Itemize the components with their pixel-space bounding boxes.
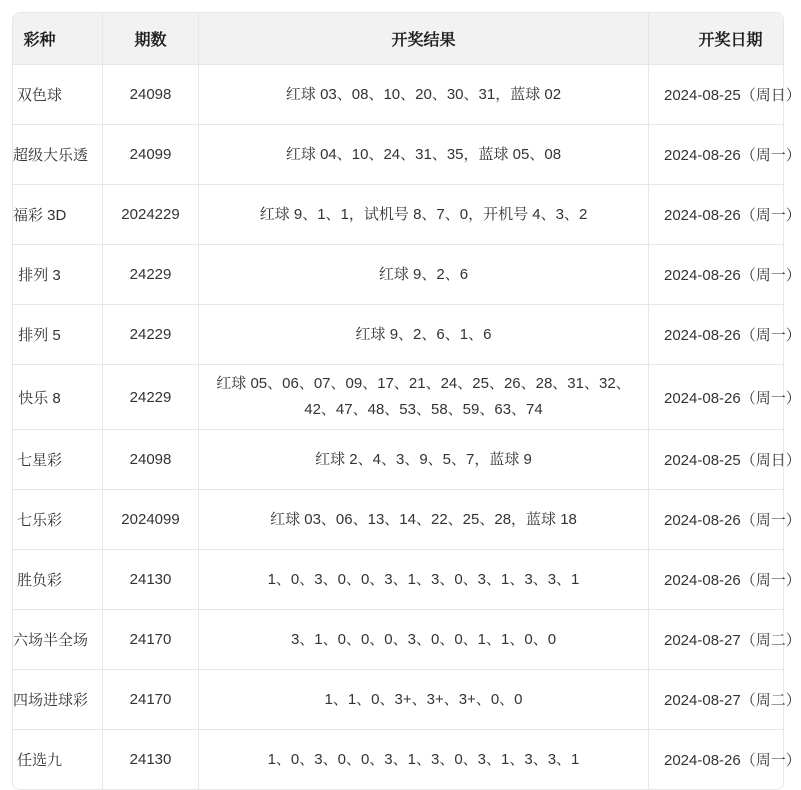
col-header-issue: 期数 [103, 13, 199, 65]
issue-cell: 24099 [103, 125, 199, 185]
lottery-type-cell: 排列 3 [13, 245, 103, 305]
date-cell: 2024-08-25（周日） [649, 65, 783, 125]
result-cell: 红球 03、06、13、14、22、25、28，蓝球 18 [199, 490, 649, 550]
issue-cell: 24098 [103, 430, 199, 490]
issue-cell: 24130 [103, 730, 199, 789]
header-row [13, 13, 783, 65]
issue-cell: 24229 [103, 305, 199, 365]
result-cell: 1、0、3、0、0、3、1、3、0、3、1、3、3、1 [199, 550, 649, 610]
lottery-type-cell: 排列 5 [13, 305, 103, 365]
table-row [13, 305, 783, 365]
date-cell: 2024-08-27（周二） [649, 610, 783, 670]
date-cell: 2024-08-26（周一） [649, 490, 783, 550]
table-row [13, 245, 783, 305]
result-cell: 红球 9、2、6 [199, 245, 649, 305]
lottery-type-cell: 福彩 3D [13, 185, 103, 245]
table-header [13, 13, 783, 65]
lottery-type-cell: 快乐 8 [13, 365, 103, 430]
col-header-lottery-type: 彩种 [13, 13, 103, 65]
issue-cell: 2024229 [103, 185, 199, 245]
lottery-type-cell: 七乐彩 [13, 490, 103, 550]
issue-cell: 24229 [103, 365, 199, 430]
result-cell: 红球 9、1、1，试机号 8、7、0，开机号 4、3、2 [199, 185, 649, 245]
result-cell: 1、0、3、0、0、3、1、3、0、3、1、3、3、1 [199, 730, 649, 789]
col-header-result: 开奖结果 [199, 13, 649, 65]
table-row [13, 490, 783, 550]
col-header-date: 开奖日期 [649, 13, 783, 65]
date-cell: 2024-08-26（周一） [649, 185, 783, 245]
issue-cell: 2024099 [103, 490, 199, 550]
issue-cell: 24170 [103, 670, 199, 730]
date-cell: 2024-08-26（周一） [649, 550, 783, 610]
lottery-type-cell: 六场半全场 [13, 610, 103, 670]
result-cell: 红球 04、10、24、31、35，蓝球 05、08 [199, 125, 649, 185]
date-cell: 2024-08-26（周一） [649, 245, 783, 305]
table-row [13, 610, 783, 670]
lottery-type-cell: 胜负彩 [13, 550, 103, 610]
lottery-type-cell: 四场进球彩 [13, 670, 103, 730]
result-cell: 红球 05、06、07、09、17、21、24、25、26、28、31、32、42、47、48、53、58、59、63、74 [199, 365, 649, 430]
date-cell: 2024-08-26（周一） [664, 752, 801, 769]
table-body [13, 65, 801, 789]
table-row [13, 365, 783, 430]
table-row [13, 65, 783, 125]
result-cell: 3、1、0、0、0、3、0、0、1、1、0、0 [199, 610, 649, 670]
date-cell: 2024-08-27（周二） [649, 670, 783, 730]
table-clip-region [12, 12, 801, 769]
table-row [13, 730, 783, 789]
lottery-type-cell: 七星彩 [13, 430, 103, 490]
result-cell: 红球 2、4、3、9、5、7，蓝球 9 [199, 430, 649, 490]
lottery-results-table [12, 12, 801, 790]
result-cell: 红球 03、08、10、20、30、31，蓝球 02 [199, 65, 649, 125]
date-cell: 2024-08-25（周日） [649, 430, 783, 490]
lottery-type-cell: 双色球 [13, 65, 103, 125]
result-cell: 1、1、0、3+、3+、3+、0、0 [199, 670, 649, 730]
table-row [13, 125, 783, 185]
result-cell: 红球 9、2、6、1、6 [199, 305, 649, 365]
table-row [13, 185, 783, 245]
issue-cell: 24130 [103, 550, 199, 610]
date-cell: 2024-08-26（周一） [649, 365, 783, 430]
table-row [13, 670, 783, 730]
date-cell: 2024-08-26（周一） [649, 125, 783, 185]
table-row [13, 430, 783, 490]
date-cell: 2024-08-26（周一） [649, 305, 783, 365]
table-row [13, 550, 783, 610]
lottery-type-cell: 任选九 [13, 730, 103, 789]
issue-cell: 24098 [103, 65, 199, 125]
lottery-type-cell: 超级大乐透 [13, 125, 103, 185]
issue-cell: 24229 [103, 245, 199, 305]
issue-cell: 24170 [103, 610, 199, 670]
